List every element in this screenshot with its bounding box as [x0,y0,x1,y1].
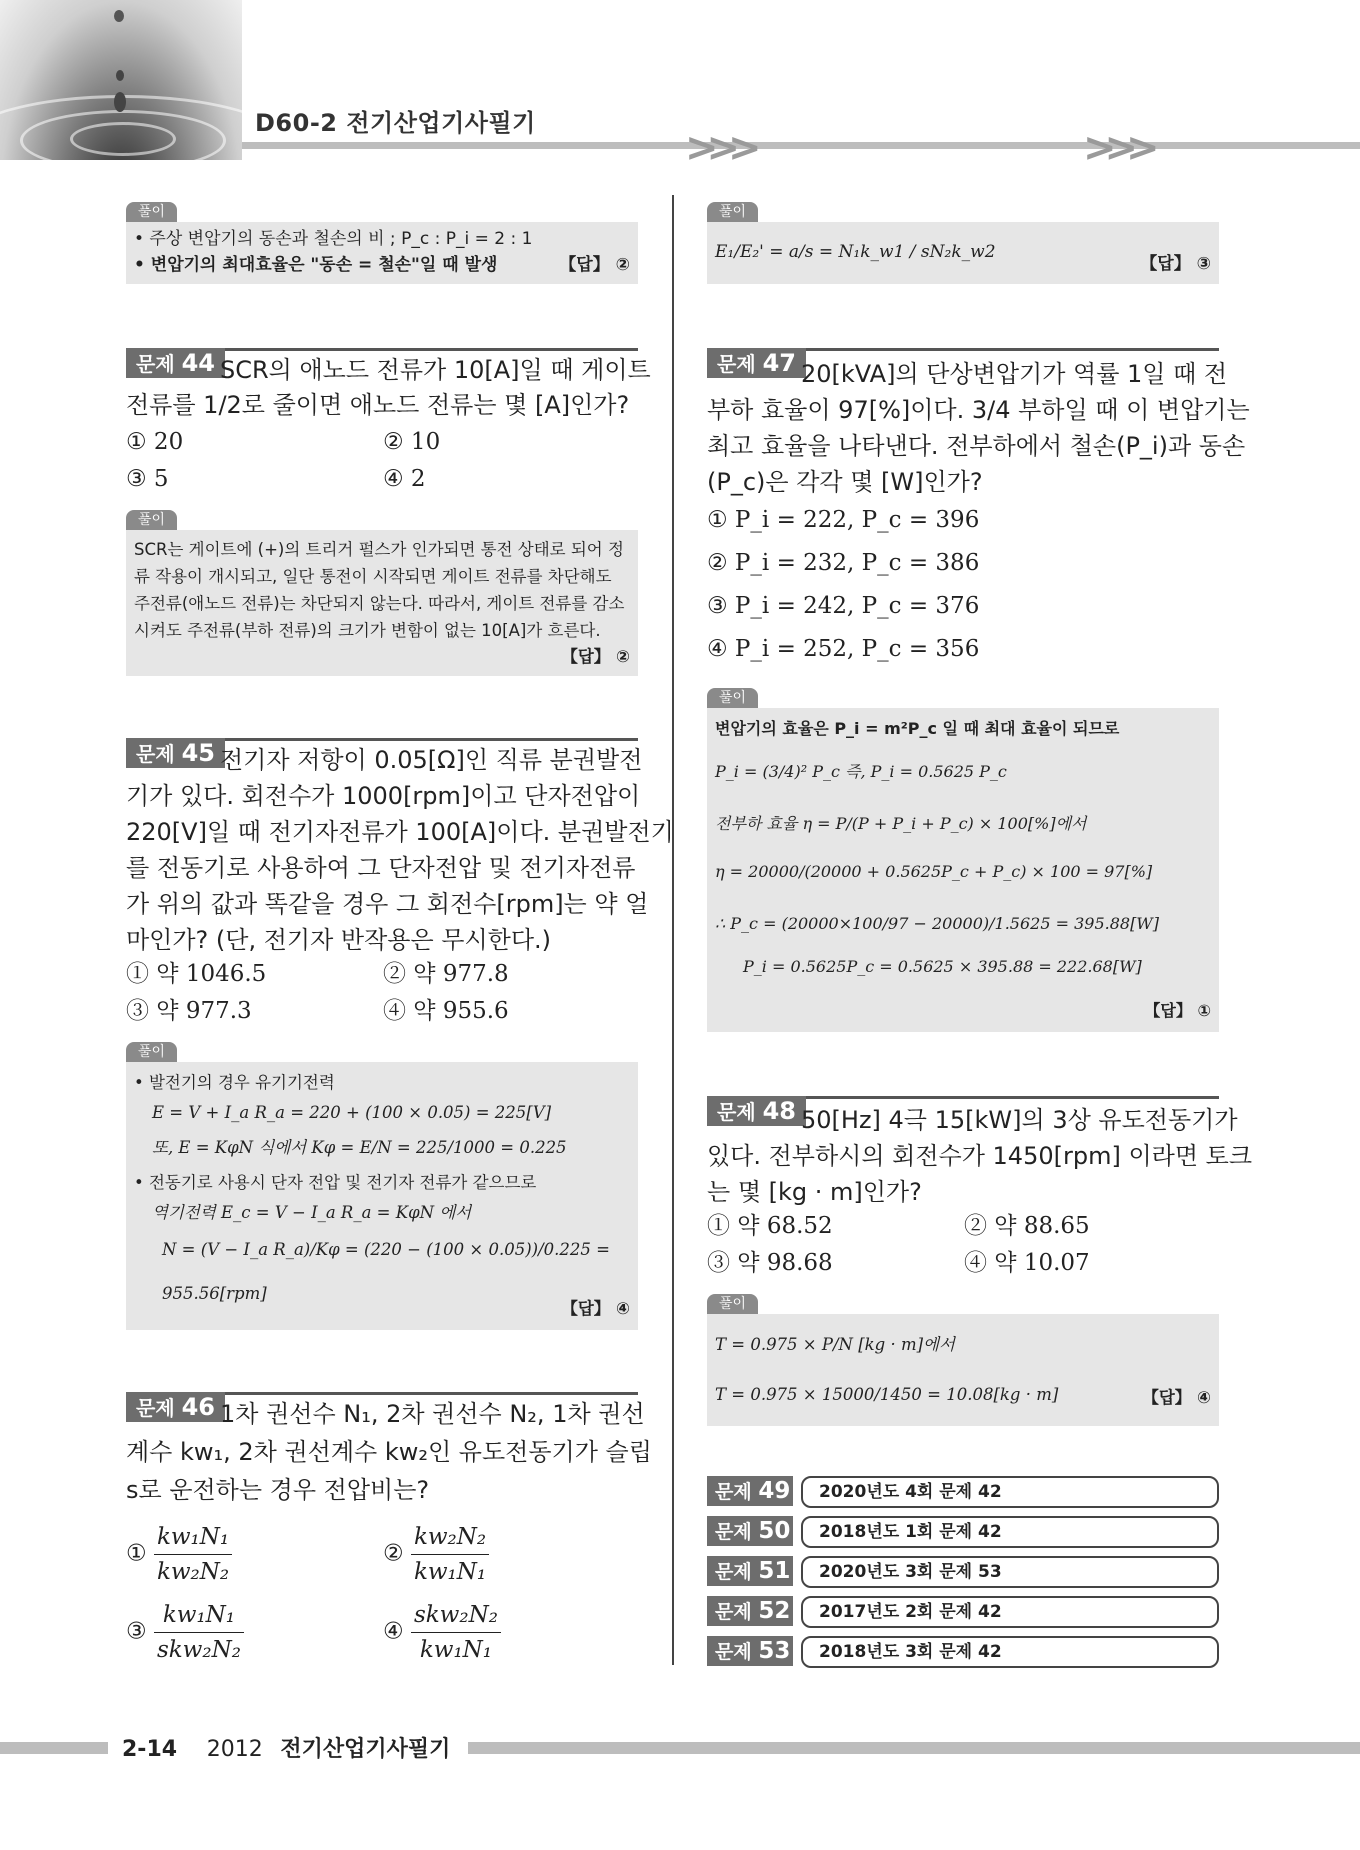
question-48-badge: 문제 48 [707,1096,806,1126]
header-water-drop-image [0,0,242,160]
solution-45-line4: • 전동기로 사용시 단자 전압 및 전기자 전류가 같으므로 [134,1173,537,1192]
question-44-badge: 문제 44 [126,348,225,378]
reference-badge: 문제 52 [707,1596,793,1626]
question-46-text-line3: s로 운전하는 경우 전압비는? [126,1476,430,1504]
solution-45-answer: 【답】 ④ [561,1299,630,1318]
question-45-option-4[interactable]: ④ 약 955.6 [383,998,509,1024]
solution-43-box [126,222,638,284]
reference-row-51[interactable] [707,1556,1219,1588]
question-44-option-3[interactable]: ③ 5 [126,466,169,492]
reference-text: 2017년도 2회 문제 42 [801,1596,1219,1628]
question-45-option-3[interactable]: ③ 약 977.3 [126,998,252,1024]
reference-text: 2020년도 3회 문제 53 [801,1556,1219,1588]
solution-45-box [126,1062,638,1330]
solution-label: 풀이 [707,688,758,709]
solution-47-box [707,708,1219,1032]
footer-rule-right [468,1742,1360,1754]
reference-row-52[interactable] [707,1596,1219,1628]
question-44-option-2[interactable]: ② 10 [383,429,441,455]
solution-44-box [126,530,638,676]
question-45-text-line1: 전기자 저항이 0.05[Ω]인 직류 분권발전 [220,746,643,774]
question-46-text-line1: 1차 권선수 N₁, 2차 권선수 N₂, 1차 권선 [220,1400,645,1428]
solution-46-formula: E₁/E₂' = a/s = N₁k_w1 / sN₂k_w2 [715,242,996,262]
question-45-option-2[interactable]: ② 약 977.8 [383,961,509,987]
solution-48-box [707,1314,1219,1426]
reference-text: 2018년도 1회 문제 42 [801,1516,1219,1548]
question-47-text-line4: (P_c)은 각각 몇 [W]인가? [707,468,983,496]
question-48-option-3[interactable]: ③ 약 98.68 [707,1250,833,1276]
question-44-text-line1: SCR의 애노드 전류가 10[A]일 때 게이트 [220,356,651,384]
reference-text: 2018년도 3회 문제 42 [801,1636,1219,1668]
solution-45-line3: 또, E = KφN 식에서 Kφ = E/N = 225/1000 = 0.225 [152,1138,567,1157]
question-48-text-line2: 있다. 전부하시의 회전수가 1450[rpm] 이라면 토크 [707,1142,1253,1170]
question-46-badge: 문제 46 [126,1392,225,1422]
question-45-badge: 문제 45 [126,738,225,768]
question-48-text-line3: 는 몇 [kg · m]인가? [707,1178,922,1206]
question-47-text-line3: 최고 효율을 나타낸다. 전부하에서 철손(P_i)과 동손 [707,432,1246,460]
reference-row-50[interactable] [707,1516,1219,1548]
question-48-option-4[interactable]: ④ 약 10.07 [964,1250,1090,1276]
question-46-text-line2: 계수 kw₁, 2차 권선계수 kw₂인 유도전동기가 슬립 [126,1438,652,1466]
footer-page-number: 2-14 [122,1737,178,1762]
solution-label: 풀이 [707,202,758,223]
question-46-option-3[interactable]: ③ $\frac{\text{kw₁N₁}}{\text{skw₂N₂}}$ [126,1598,244,1667]
reference-row-53[interactable] [707,1636,1219,1668]
question-47-option-4[interactable]: ④ P_i = 252, P_c = 356 [707,636,980,662]
question-47-option-2[interactable]: ② P_i = 232, P_c = 386 [707,550,980,576]
solution-45-line6: N = (V − I_a R_a)/Kφ = (220 − (100 × 0.05))/0.225 = 955.56[rpm] [162,1240,610,1303]
reference-badge: 문제 53 [707,1636,793,1666]
question-47-option-3[interactable]: ③ P_i = 242, P_c = 376 [707,593,980,619]
reference-row-49[interactable] [707,1476,1219,1508]
solution-label: 풀이 [126,202,177,223]
question-47-option-1[interactable]: ① P_i = 222, P_c = 396 [707,507,980,533]
footer-text [122,1732,450,1763]
question-45-text-line5: 가 위의 값과 똑같을 경우 그 회전수[rpm]는 약 얼 [126,890,649,918]
solution-43-line2: • 변압기의 최대효율은 "동손 = 철손"일 때 발생 [134,255,498,275]
solution-47-line6: P_i = 0.5625P_c = 0.5625 × 395.88 = 222.68[W] [743,957,1142,976]
solution-48-answer: 【답】 ④ [1142,1388,1211,1407]
question-45-text-line4: 를 전동기로 사용하여 그 단자전압 및 전기자전류 [126,854,636,882]
question-45-option-1[interactable]: ① 약 1046.5 [126,961,267,987]
header-chevron-icon: >>> [1083,125,1148,171]
question-44-text-line2: 전류를 1/2로 줄이면 애노드 전류는 몇 [A]인가? [126,391,630,419]
question-45-text-line2: 기가 있다. 회전수가 1000[rpm]이고 단자전압이 [126,782,641,810]
question-46-option-4[interactable]: ④ $\frac{\text{skw₂N₂}}{\text{kw₁N₁}}$ [383,1598,501,1667]
reference-badge: 문제 51 [707,1556,793,1586]
solution-label: 풀이 [707,1294,758,1315]
solution-47-answer: 【답】 ① [1144,1001,1211,1020]
solution-44-answer: 【답】 ② [561,647,630,666]
reference-badge: 문제 50 [707,1516,793,1546]
solution-43-line1: • 주상 변압기의 동손과 철손의 비 ; P_c : P_i = 2 : 1 [134,229,533,249]
reference-text: 2020년도 4회 문제 42 [801,1476,1219,1508]
solution-47-line5: ∴ P_c = (20000×100/97 − 20000)/1.5625 = 395.88[W] [715,914,1159,933]
question-46-option-2[interactable]: ② $\frac{\text{kw₂N₂}}{\text{kw₁N₁}}$ [383,1520,489,1589]
solution-43-answer: 【답】 ② [559,255,630,275]
solution-45-line5: 역기전력 E_c = V − I_a R_a = KφN 에서 [152,1203,472,1222]
solution-46-answer: 【답】 ③ [1140,254,1211,274]
solution-46-box [707,222,1219,284]
reference-badge: 문제 49 [707,1476,793,1506]
question-47-text-line1: 20[kVA]의 단상변압기가 역률 1일 때 전 [801,360,1228,388]
question-47-badge: 문제 47 [707,348,806,378]
question-48-option-2[interactable]: ② 약 88.65 [964,1213,1090,1239]
solution-47-line4: η = 20000/(20000 + 0.5625P_c + P_c) × 100 = 97[%] [715,862,1153,881]
question-47-text-line2: 부하 효율이 97[%]이다. 3/4 부하일 때 이 변압기는 [707,396,1250,424]
question-44-option-4[interactable]: ④ 2 [383,466,426,492]
solution-45-line1: • 발전기의 경우 유기기전력 [134,1073,335,1092]
solution-label: 풀이 [126,510,177,531]
solution-45-line2: E = V + I_a R_a = 220 + (100 × 0.05) = 225[V] [152,1103,552,1122]
question-45-text-line3: 220[V]일 때 전기자전류가 100[A]이다. 분권발전기 [126,818,674,846]
question-48-option-1[interactable]: ① 약 68.52 [707,1213,833,1239]
footer-book-title: 전기산업기사필기 [280,1737,451,1762]
solution-label: 풀이 [126,1042,177,1063]
question-45-text-line6: 마인가? (단, 전기자 반작용은 무시한다.) [126,926,551,954]
solution-47-line1: 변압기의 효율은 P_i = m²P_c 일 때 최대 효율이 되므로 [715,719,1120,738]
solution-47-line3: 전부하 효율 η = P/(P + P_i + P_c) × 100[%]에서 [715,814,1087,833]
solution-48-line1: T = 0.975 × P/N [kg · m]에서 [715,1335,955,1354]
header-chevron-icon: >>> [685,125,750,171]
footer-rule-left [0,1742,108,1754]
solution-44-text: SCR는 게이트에 (+)의 트리거 펄스가 인가되면 통전 상태로 되어 정류 작용이 개시되고, 일단 통전이 시작되면 게이트 전류를 차단해도 주전류(애노드 전류)는 차단되지 않는다. 따라서, 게이트 전류를 감소시켜도 주전류(부하 전류)의 크기가 변함이 없는 10[A]가 흐른다. [134,540,625,640]
header-title: D60-2 전기산업기사필기 [255,109,536,137]
question-46-option-1[interactable]: ① $\frac{\text{kw₁N₁}}{\text{kw₂N₂}}$ [126,1520,232,1589]
solution-47-line2: P_i = (3/4)² P_c 즉, P_i = 0.5625 P_c [715,762,1007,781]
question-48-text-line1: 50[Hz] 4극 15[kW]의 3상 유도전동기가 [801,1106,1238,1134]
footer-year: 2012 [206,1737,263,1762]
question-44-option-1[interactable]: ① 20 [126,429,184,455]
column-divider [672,195,674,1665]
solution-48-line2: T = 0.975 × 15000/1450 = 10.08[kg · m] [715,1385,1059,1404]
header-rule [242,142,1360,149]
